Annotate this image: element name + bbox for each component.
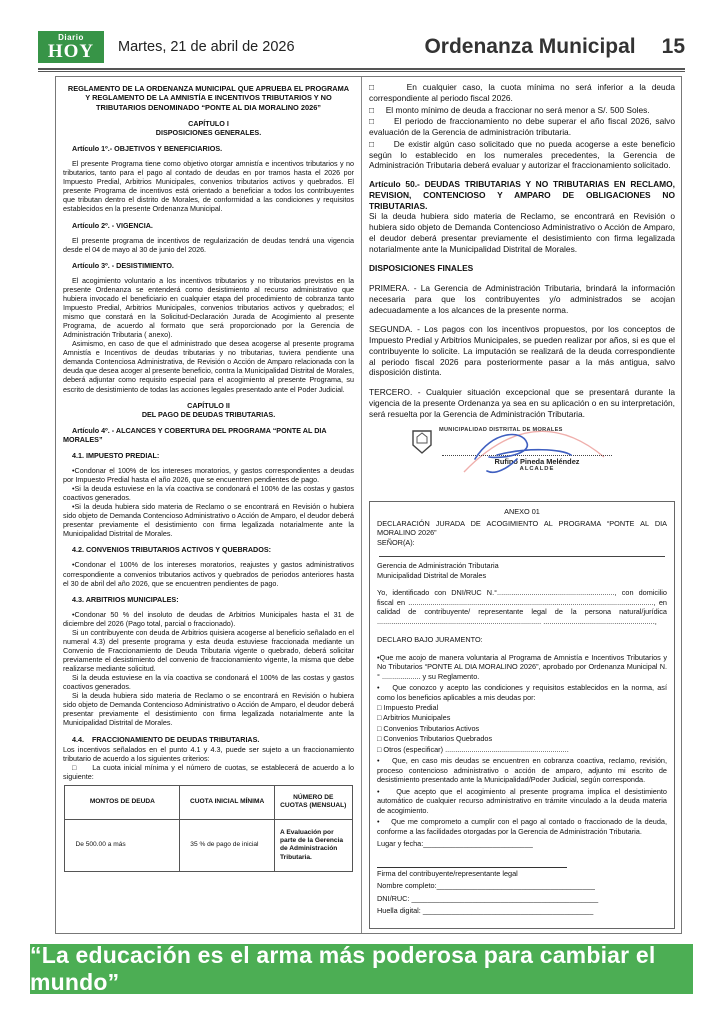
final-provision-tercero: TERCERO. - Cualquier situación excepcional que se presentará durante la vigencia de la presente Ordenanza ya sea en su aplicación o en su interpretación, será resuelta por la Gerencia de Administración Tributaria. [369,387,675,419]
left-column [56,77,361,933]
fraction-rule-2: □ El monto mínimo de deuda a fraccionar no será menor a S/. 500 Soles. [369,104,650,115]
section-4-3-paragraph-3: Si la deuda hubiera sido materia de Reclamo o se encontrará en Revisión o hubiera sido objeto de Demanda Contencioso Administrativo o Acción de Amparo, el deudor deberá presentar previamente el desistimiento con firma legalizada notarialmente ante la Municipalidad Distrital de Morales. [63,691,354,728]
article-1-heading: Artículo 1º.- OBJETIVOS Y BENEFICIARIOS. [72,144,223,154]
chapter-2-heading: CAPÍTULO II [187,400,230,410]
section-4-4-paragraph-1: Los incentivos señalados en el punto 4.1 y 4.3, puede ser sujeto a un fraccionamiento tributario de acuerdo a los siguientes criterios: [63,744,354,763]
place-date-field[interactable]: Lugar y fecha:___________________________ [377,839,533,849]
anexo-org-1: Gerencia de Administración Tributaria [377,561,499,571]
anexo-subtitle: DECLARACIÓN JURADA DE ACOGIMIENTO AL PROGRAMA “PONTE AL DIA MORALINO 2026” [377,518,667,538]
chapter-2-subheading: DEL PAGO DE DEUDAS TRIBUTARIAS. [141,409,276,419]
dni-ruc-field[interactable]: DNI/RUC: ______________________________________________ [377,893,599,903]
page-header [38,28,685,66]
fraction-rule-4: □ De existir algún caso solicitado que no pueda acogerse a este beneficio según lo establecido en los numerales precedentes, la Gerencia de Administración Tributaria deberá evaluar y autorizar el fraccionamiento solicitado. [369,138,675,171]
signature-caption: Firma del contribuyente/representante legal [377,868,518,878]
declaration-4: • Que acepto que el acogimiento al presente programa implica el desistimiento automático de cualquier recurso administrativo en trámite vinculado a la deuda materia de acogimiento. [377,786,667,815]
right-column [361,77,681,933]
logo-top-text: Diario [58,33,84,42]
anexo-intro: Yo, identificado con DNI/RUC N.°.........................................................., con domicilio fiscal en ........................................................................................................................., en calidad de contribuyente/ representante legal de la persona natural/jurídica ................................................................................. ......................................................., [377,588,667,626]
section-4-4-heading: 4.4. FRACCIONAMIENTO DE DEUDAS TRIBUTARIAS. [72,734,260,744]
final-provisions-heading: DISPOSICIONES FINALES [369,263,474,274]
section-4-3-bullet-1: •Condonar 50 % del insoluto de deudas de Arbitrios Municipales hasta el 31 de diciembre del 2026 (Pago total, parcial o fraccionado). [63,609,354,628]
section-4-3-paragraph-1: Si un contribuyente con deuda de Arbitrios quisiera acogerse al beneficio señalado en el numeral 4.3) del presente programa y esta deuda estuviese fraccionada mediante un Convenio de Fraccionamiento de Deuda Tributaria vigente o quebrado, deberá solicitar previamente el desistimiento del convenio de fraccionamiento vigente, la misma que debe realizarse mediante solicitud. [63,627,354,674]
municipal-seal-icon [411,429,433,455]
section-4-1-bullet-2: •Si la deuda estuviese en la vía coactiva se condonará el 100% de las costas y gastos coactivos generados. [63,484,354,503]
anexo-01-box [369,501,675,929]
anexo-title: ANEXO 01 [504,507,540,517]
final-provision-segunda: SEGUNDA. - Los pagos con los incentivos propuestos, por los conceptos de Impuesto Predial y Arbitrios Municipales, se pueden realizar por años, si es que el contribuyente lo solicite. La imputación se realizará de la deuda correspondiente al periodo fiscal 2026 para posteriormente pasar a la más antigua, salvo disposición distinta. [369,324,675,378]
article-4-heading: Artículo 4º. - ALCANCES Y COBERTURA DEL PROGRAMA “PONTE AL DIA MORALES” [63,425,327,444]
table-cell-numero: A Evaluación por parte de la Gerencia de Administración Tributaria. [275,819,353,871]
section-4-4-paragraph-2: □ La cuota inicial mínima y el número de cuotas, se establecerá de acuerdo a lo siguiente: [63,762,354,781]
page-number: 15 [661,35,685,58]
section-4-3-paragraph-2: Si la deuda estuviese en la vía coactiva se condonará el 100% de las costas y gastos coactivos generados. [63,673,354,692]
chapter-1-subheading: DISPOSICIONES GENERALES. [155,128,262,138]
anexo-org-2: Municipalidad Distrital de Morales [377,570,487,580]
checkbox-otros[interactable]: □ Otros (especificar) ............................................................. [377,744,569,754]
mayor-name: Rufino Pineda Meléndez [494,457,580,467]
diario-hoy-logo [38,31,104,63]
table-cell-monto: De 500.00 a más [65,819,180,871]
section-4-2-bullet-1: •Condonar el 100% de los intereses moratorios, reajustes y gastos administrativos correspondiente a convenios tributarios activos y quebrados de periodos anteriores hasta el 30 de abril del año 2026, que se encuentren pendientes de pago. [63,560,354,588]
article-50-paragraph: Si la deuda hubiera sido materia de Reclamo, se encontrará en Revisión o hubiera sido objeto de Demanda Contencioso Administrativo o Acción de Amparo, el deudor deberá presentar previamente el desistimiento con firma legalizada notarialmente ante la Municipalidad Distrital de Morales. [369,211,675,254]
article-3-paragraph-2: Asimismo, en caso de que el administrado que desea acogerse al presente programa Amnistía e Incentivos de deudas tributarias y no tributarias, tuviera pendiente una demanda Contenciosa Administrativa, de Revisión o Acción de Amparo relacionada con la deuda que desea acoger al presente beneficio, contra la Municipalidad Distrital de Morales, deberá adjuntar como requisito especial para el acogimiento al presente Programa, su escrito de desistimiento de todas las acciones legales presentado ante el Poder Judicial. [63,339,354,394]
section-4-1-heading: 4.1. IMPUESTO PREDIAL: [72,450,160,460]
ordinance-content [55,76,682,934]
article-2-heading: Artículo 2º. - VIGENCIA. [72,220,153,230]
addressee-blank-line [379,549,665,557]
logo-main-text: HOY [47,41,95,62]
signature-scribble [467,429,577,475]
section-4-1-bullet-1: •Condonar el 100% de los intereses moratorios, y gastos correspondientes a deudas por Impuesto Predial hasta el año 2026, que se encuentren pendientes de pago. [63,465,354,484]
article-2-paragraph: El presente programa de incentivos de regularización de deudas tendrá una vigencia desde el 04 de mayo al 30 de junio del 2026. [63,235,354,254]
signature-block [369,423,675,499]
mayor-role: ALCALDE [519,466,555,473]
article-1-paragraph: El presente Programa tiene como objetivo otorgar amnistía e incentivos tributarios y no tributarios, tanto para el pago al contado de deudas en por tramos hasta el 2026 por Impuesto Predial, Arbitrios Municipales, convenios tributarios activos y quebrados. El presente Programa de incentivos está orientado a beneficiar a todos los contribuyentes que tributan dentro el distrito de Morales, de conformidad a las condiciones y requisitos establecidos en la presente Ordenanza Municipal. [63,159,354,214]
contributor-signature-line[interactable] [377,867,567,868]
section-4-2-heading: 4.2. CONVENIOS TRIBUTARIOS ACTIVOS Y QUEBRADOS: [72,545,272,555]
section-4-1-bullet-3: •Si la deuda hubiera sido materia de Reclamo o se encontrará en Revisión o hubiera sido objeto de Demanda Contencioso Administrativo o Acción de Amparo, el deudor deberá presentar previamente el desistimiento con firma legalizada notarialmente ante la Municipalidad Distrital de Morales. [63,502,354,539]
fractionation-table [64,785,352,872]
header-divider [38,68,685,72]
table-header-montos: MONTOS DE DEUDA [65,785,180,819]
fraction-rule-3: □ El periodo de fraccionamiento no debe superar el año fiscal 2026, salvo evaluación de la Gerencia de administración tributaria. [369,116,675,137]
table-header-numero: NÚMERO DE CUOTAS (MENSUAL) [275,785,353,819]
checkbox-convenios-quebrados[interactable]: □ Convenios Tributarios Quebrados [377,734,493,744]
declaration-1: •Que me acojo de manera voluntaria al Programa de Amnistía e Incentivos Tributarios y No Tributarios “PONTE AL DIA MORALINO 2026”, aprobado por Ordenanza Municipal N.° ................... y su Reglamento. [377,652,667,681]
edition-date: Martes, 21 de abril de 2026 [118,39,295,55]
checkbox-arbitrios-municipales[interactable]: □ Arbitrios Municipales [377,713,451,723]
stamp-organization: MUNICIPALIDAD DISTRITAL DE MORALES [439,427,563,434]
ordinance-title: REGLAMENTO DE LA ORDENANZA MUNICIPAL QUE APRUEBA EL PROGRAMA Y REGLAMENTO DE LA AMNISTÍA E INCENTIVOS TRIBUTARIOS Y NO TRIBUTARIOS DENOMINADO “PONTE AL DIA MORALINO 2026” [67,84,350,112]
checkbox-convenios-activos[interactable]: □ Convenios Tributarios Activos [377,723,480,733]
fingerprint-field[interactable]: Huella digital: __________________________________________ [377,906,594,916]
full-name-field[interactable]: Nombre completo:_______________________________________ [377,881,595,891]
final-provision-primera: PRIMERA. - La Gerencia de Administración Tributaria, brindará la información necesaria para que los contribuyentes y/o administrados se acojan adecuadamente a los alcances de la presente norma. [369,283,675,315]
right-column-top [369,81,675,419]
checkbox-impuesto-predial[interactable]: □ Impuesto Predial [377,703,439,712]
declaration-2: • Que conozco y acepto las condiciones y requisitos establecidos en la norma, así como los beneficios aplicables a mis deudas por: [377,683,667,702]
section-title: Ordenanza Municipal [424,35,636,58]
header-right [424,35,685,59]
chapter-1-heading: CAPÍTULO I [188,118,229,128]
article-50-heading: Artículo 50.- DEUDAS TRIBUTARIAS Y NO TRIBUTARIAS EN RECLAMO, REVISION, CONTENCIOSO Y AMPARO DE OBLIGACIONES NO TRIBUTARIAS. [369,179,675,211]
table-header-cuota: CUOTA INICIAL MÍNIMA [180,785,275,819]
table-row [65,819,352,871]
article-3-paragraph-1: El acogimiento voluntario a los incentivos tributarios y no tributarios previstos en la presente Ordenanza se entenderá como desistimiento al recurso administrativo que hubiera invocado el beneficiario en cualquier etapa del procedimiento de cobranza tanto Impuesto Predial, Arbitrios Municipales, convenios tributarios activos y quebrados; el mismo que constará en la Solicitud-Declaración Jurada de Acogimiento al presente Programa, de acuerdo al formato que será proporcionado por la Gerencia de Administración Tributaria ( anexo). [63,275,354,340]
declaration-5: • Que me comprometo a cumplir con el pago al contado o fraccionado de la deuda, conforme a las facilidades otorgadas por la Gerencia de Administración Tributaria. [377,817,667,836]
section-4-3-heading: 4.3. ARBITRIOS MUNICIPALES: [72,594,179,604]
anexo-addressee: SEÑOR(A): [377,537,415,547]
declaration-3: • Que, en caso mis deudas se encuentren en cobranza coactiva, reclamo, revisión, proceso contencioso administrativo o acción de amparo, adjunto mi escrito de desistimiento presentado ante la Municipalidad/Poder Judicial, según corresponda. [377,756,667,785]
anexo-declare-heading: DECLARO BAJO JURAMENTO: [377,635,483,645]
quote-banner [30,944,693,994]
article-3-heading: Artículo 3º. - DESISTIMIENTO. [72,260,174,270]
table-cell-cuota: 35 % de pago de inicial [180,819,275,871]
quote-text: “La educación es el arma más poderosa para cambiar el mundo” [30,942,656,995]
fraction-rule-1: □ En cualquier caso, la cuota mínima no será inferior a la deuda correspondiente al periodo fiscal 2026. [369,82,675,103]
table-header-row [65,785,352,819]
